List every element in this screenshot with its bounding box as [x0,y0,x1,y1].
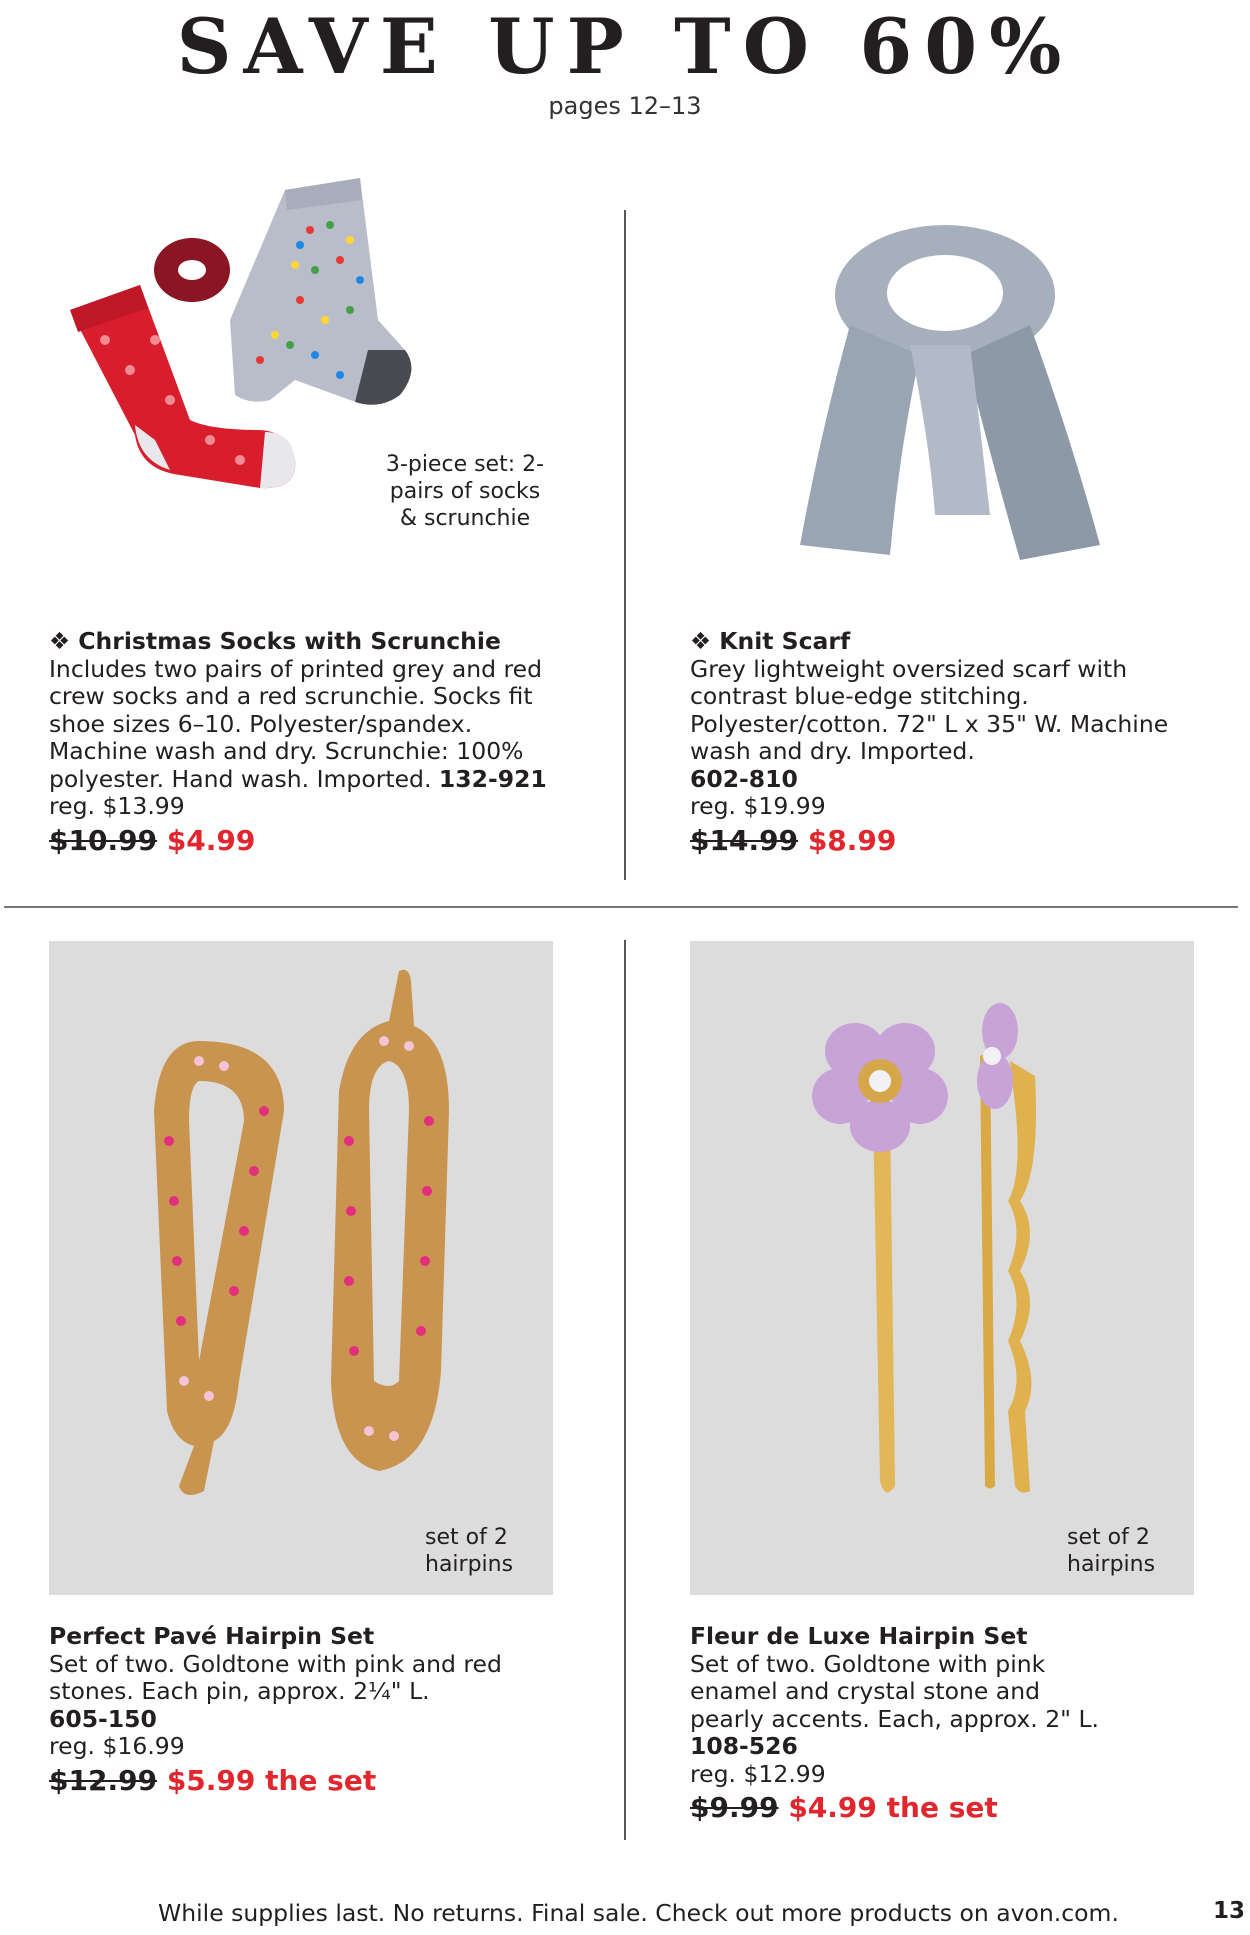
product-pave-hairpin-set [49,1623,569,1799]
product-name: Perfect Pavé Hairpin Set [49,1622,375,1650]
old-price: $14.99 [690,823,799,857]
footer-disclaimer: While supplies last. No returns. Final sale. Check out more products on avon.com. [158,1899,1119,1927]
bullet-icon: ❖ [49,627,71,655]
regular-price: reg. $16.99 [49,1732,185,1760]
price-line [49,823,569,859]
socks-illustration [60,170,440,610]
old-price: $10.99 [49,823,158,857]
fleur-set-note: set of 2 hairpins [1067,1525,1156,1577]
product-name: Fleur de Luxe Hairpin Set [690,1622,1028,1650]
regular-price: reg. $13.99 [49,792,185,820]
product-code: 132-921 [438,764,547,793]
sale-price: $8.99 [807,823,897,857]
knit-scarf-image[interactable] [780,215,1110,585]
socks-set-note: 3-piece set: 2-pairs of socks & scrunchie [385,452,545,531]
product-code: 108-526 [690,1732,798,1760]
socks-scrunchie-image[interactable] [60,170,440,610]
regular-price: reg. $19.99 [690,792,826,820]
column-divider-bottom [624,940,626,1840]
column-divider-top [624,210,626,880]
product-description: Includes two pairs of printed grey and red crew socks and a red scrunchie. Socks fit shoe sizes 6–10. Polyester/spandex. Machine wash and dry. Scrunchie: 100% polyester. Hand wash. Imported. 132-921 [49,654,547,793]
price-line [690,823,1210,859]
scarf-illustration [780,215,1110,585]
product-name: ❖ Knit Scarf [690,627,851,655]
bullet-icon: ❖ [690,627,712,655]
product-description: Set of two. Goldtone with pink enamel and crystal stone and pearly accents. Each, approx. 2" L. [690,1649,1100,1733]
old-price: $12.99 [49,1763,158,1797]
sale-price: $4.99 the set [788,1791,998,1824]
pave-set-note: set of 2 hairpins [425,1525,514,1577]
product-description: Set of two. Goldtone with pink and red stones. Each pin, approx. 2¼" L. [49,1649,502,1705]
page-number: 13 [1213,1898,1246,1924]
page-headline: SAVE UP TO 60% [176,2,1074,91]
product-name: ❖ Christmas Socks with Scrunchie [49,627,501,655]
fleur-hairpin-image[interactable] [690,941,1194,1595]
row-divider [4,906,1238,908]
product-code: 605-150 [49,1704,157,1733]
old-price: $9.99 [690,1791,779,1824]
regular-price: reg. $12.99 [690,1759,826,1788]
product-fleur-hairpin-set [690,1623,1110,1826]
pave-hairpin-image[interactable] [49,941,553,1595]
sale-price: $4.99 [166,823,256,857]
product-christmas-socks [49,628,569,859]
product-description: Grey lightweight oversized scarf with contrast blue-edge stitching. Polyester/cotton. 72" L x 35" W. Machine wash and dry. Imported. [690,654,1169,765]
sale-price: $5.99 the set [166,1763,377,1797]
product-code: 602-810 [690,764,798,793]
fleur-hairpins-illustration [690,941,1194,1595]
page-range: pages 12–13 [548,92,702,120]
price-line [49,1763,569,1799]
price-line [690,1790,1110,1826]
product-knit-scarf [690,628,1210,859]
pave-hairpins-illustration [49,941,553,1595]
